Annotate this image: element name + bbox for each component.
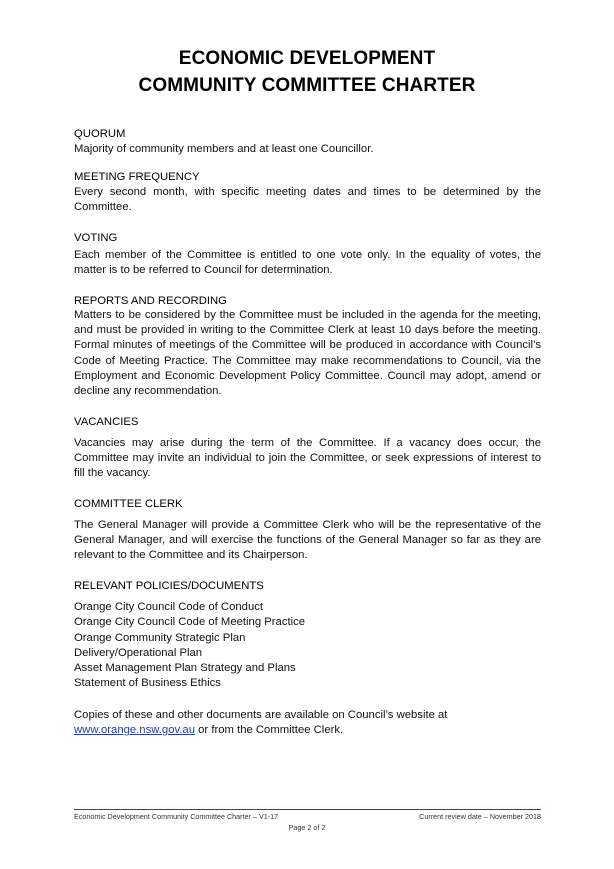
title-line-1: ECONOMIC DEVELOPMENT [178, 48, 436, 69]
footer-document-name: Economic Development Community Committee Charter – V1-17 [74, 812, 279, 821]
closing-paragraph [74, 708, 541, 738]
title-line-2: COMMUNITY COMMITTEE CHARTER [138, 75, 476, 96]
list-item: Orange Community Strategic Plan [74, 631, 246, 644]
policies-heading: RELEVANT POLICIES/DOCUMENTS [74, 580, 264, 592]
footer-divider [74, 809, 541, 810]
closing-tail: or from the Committee Clerk. [195, 724, 344, 737]
page-number: Page 2 of 2 [288, 823, 326, 832]
meeting-frequency-text: Every second month, with specific meeting dates and times to be determined by the Committee. [74, 186, 541, 214]
closing-text: Copies of these and other documents are available on Council’s website at [74, 709, 448, 721]
quorum-heading: QUORUM [74, 128, 126, 140]
list-item: Statement of Business Ethics [74, 677, 221, 690]
clerk-text: The General Manager will provide a Committee Clerk who will be the representative of the General Manager, and will exercise the functions of the General Manager so far as they are relevant to the Committee and its Chairperson. [74, 519, 541, 562]
voting-heading: VOTING [74, 232, 118, 244]
quorum-text: Majority of community members and at least one Councillor. [74, 143, 374, 155]
clerk-heading: COMMITTEE CLERK [74, 498, 183, 510]
reports-text: Matters to be considered by the Committee must be included in the agenda for the meeting, and must be provided in writing to the Committee Clerk at least 10 days before the meeting. Formal minutes of meetings of the Committee will be produced in accordance with Council’s Code of Meeting Practice. The Committee may make recommendations to Council, via the Employment and Economic Development Policy Committee. Council may adopt, amend or decline any recommendation. [74, 309, 541, 398]
meeting-frequency-heading: MEETING FREQUENCY [74, 171, 200, 183]
footer-review-date: Current review date – November 2018 [419, 812, 541, 821]
vacancies-heading: VACANCIES [74, 416, 139, 428]
list-item: Delivery/Operational Plan [74, 646, 203, 659]
list-item: Asset Management Plan Strategy and Plans [74, 662, 296, 675]
reports-heading: REPORTS AND RECORDING [74, 295, 227, 307]
website-link[interactable]: www.orange.nsw.gov.au [74, 724, 195, 737]
vacancies-text: Vacancies may arise during the term of the Committee. If a vacancy does occur, the Committee may invite an individual to join the Committee, or seek expressions of interest to fill the vacancy. [74, 437, 541, 480]
policies-list [74, 600, 541, 692]
voting-text: Each member of the Committee is entitled to one vote only. In the equality of votes, the matter is to be referred to Council for determination. [74, 249, 541, 277]
list-item: Orange City Council Code of Meeting Practice [74, 616, 306, 629]
list-item: Orange City Council Code of Conduct [74, 601, 264, 613]
